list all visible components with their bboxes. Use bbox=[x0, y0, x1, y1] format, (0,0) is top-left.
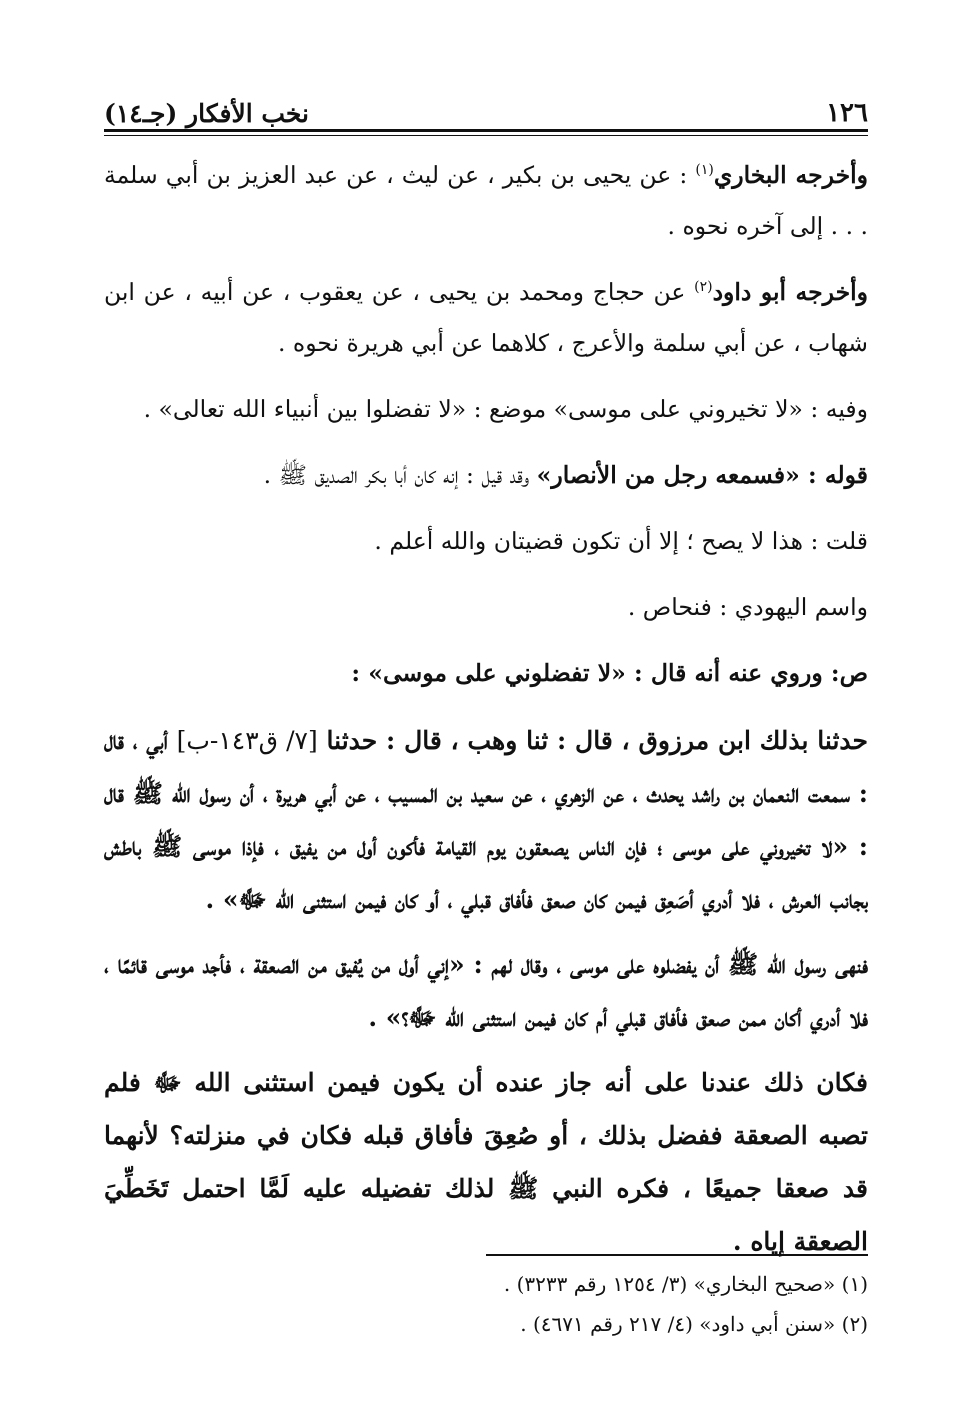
paragraph-lead: وأخرجه البخاري bbox=[713, 161, 868, 189]
footnote-ref-2[interactable]: (٢) bbox=[694, 279, 713, 296]
paragraph-text: ص: وروي عنه أنه قال : «لا تفضلوني على موسى» : bbox=[351, 659, 868, 687]
footnote-2: (٢) «سنن أبي داود» (٤/ ٢١٧ رقم ٤٦٧١) . bbox=[520, 1312, 868, 1336]
paragraph-text: فكان ذلك عندنا على أنه جاز عنده أن يكون فيمن استثنى الله ﷻ فلم تصبه الصعقة ففضل بذلك ، أو صُعِقَ فأفاق قبله فكان في منزلته؟ لأنهما قد صعقا جميعًا ، فكره النبي ﷺ لذلك تفضيله عليه لَمَّا احتمل تَخَطِّيَ الصعقة إياه . bbox=[104, 1068, 868, 1256]
paragraph-lead: قوله : «فسمعه رجل من الأنصار» bbox=[536, 461, 868, 489]
paragraph-text: وفيه : «لا تخيروني على موسى» موضع : «لا تفضلوا بين أنبياء الله تعالى» . bbox=[143, 395, 868, 423]
paragraph-text: وقد قيل : إنه كان أبا بكر الصديق ﷺ . bbox=[263, 461, 537, 489]
paragraph-bukhari bbox=[104, 150, 868, 252]
paragraph-abu-dawud bbox=[104, 267, 868, 369]
page-header bbox=[104, 84, 868, 128]
book-title: نخب الأفكار (جـ١٤) bbox=[104, 99, 310, 128]
paragraph-text: فنهى رسول الله ﷺ أن يفضلوه على موسى ، وقال لهم : «إني أول من يُفيق من الصعقة ، فأجد موسى قائمًا ، فلا أدري أكان ممن صعق فأفاق قبلي أم كان فيمن استثنى الله ﷻ؟» . bbox=[104, 950, 868, 1032]
paragraph-jew-name bbox=[104, 582, 868, 633]
paragraph-lead: وأخرجه أبو داود bbox=[712, 278, 868, 306]
paragraph-prohibition bbox=[104, 938, 868, 1044]
paragraph-text: أبي ، قال : سمعت النعمان بن راشد يحدث ، عن الزهري ، عن سعيد بن المسيب ، عن أبي هريرة ، أن رسول الله ﷺ قال : «لا تخيروني على موسى ؛ فإن الناس يصعقون يوم القيامة فأكون أول من يفيق ، فإذا موسى ﷺ باطش بجانب العرش ، فلا أدري أصَعِق فيمن كان صعق فأفاق قبلي ، أو كان فيمن استثنى الله ﷻ» . bbox=[104, 726, 868, 914]
footnote-rule bbox=[486, 1254, 868, 1256]
paragraph-text: واسم اليهودي : فنحاص . bbox=[627, 593, 868, 621]
footnote-1: (١) «صحيح البخاري» (٣/ ١٢٥٤ رقم ٣٢٣٣) . bbox=[503, 1272, 868, 1296]
footnote-ref-1[interactable]: (١) bbox=[695, 162, 714, 179]
paragraph-qultu bbox=[104, 516, 868, 567]
paragraph-text: : عن يحيى بن بكير ، عن ليث ، عن عبد العزيز بن أبي سلمة . . . إلى آخره نحوه . bbox=[104, 161, 868, 240]
paragraph-qawluhu bbox=[104, 450, 868, 501]
header-rule-thick bbox=[104, 129, 868, 132]
page-body bbox=[104, 150, 868, 1280]
paragraph-explanation bbox=[104, 1056, 868, 1268]
paragraph-text: عن حجاج ومحمد بن يحيى ، عن يعقوب ، عن أبيه ، عن ابن شهاب ، عن أبي سلمة والأعرج ، كلاهما عن أبي هريرة نحوه . bbox=[104, 278, 868, 357]
paragraph-text: حدثنا بذلك ابن مرزوق ، قال : ثنا وهب ، قال : حدثنا bbox=[317, 726, 868, 755]
paragraph-text: قلت : هذا لا يصح ؛ إلا أن تكون قضيتان والله أعلم . bbox=[374, 527, 868, 555]
manuscript-ref: [٧/ ق١٤٣-ب] bbox=[176, 726, 318, 755]
paragraph-hadith-chain bbox=[104, 714, 868, 926]
header-rule-thin bbox=[104, 135, 868, 136]
paragraph-sad-heading bbox=[104, 648, 868, 699]
paragraph-wording-note bbox=[104, 384, 868, 435]
page-number: ١٢٦ bbox=[826, 98, 868, 128]
footnotes bbox=[104, 1264, 868, 1344]
